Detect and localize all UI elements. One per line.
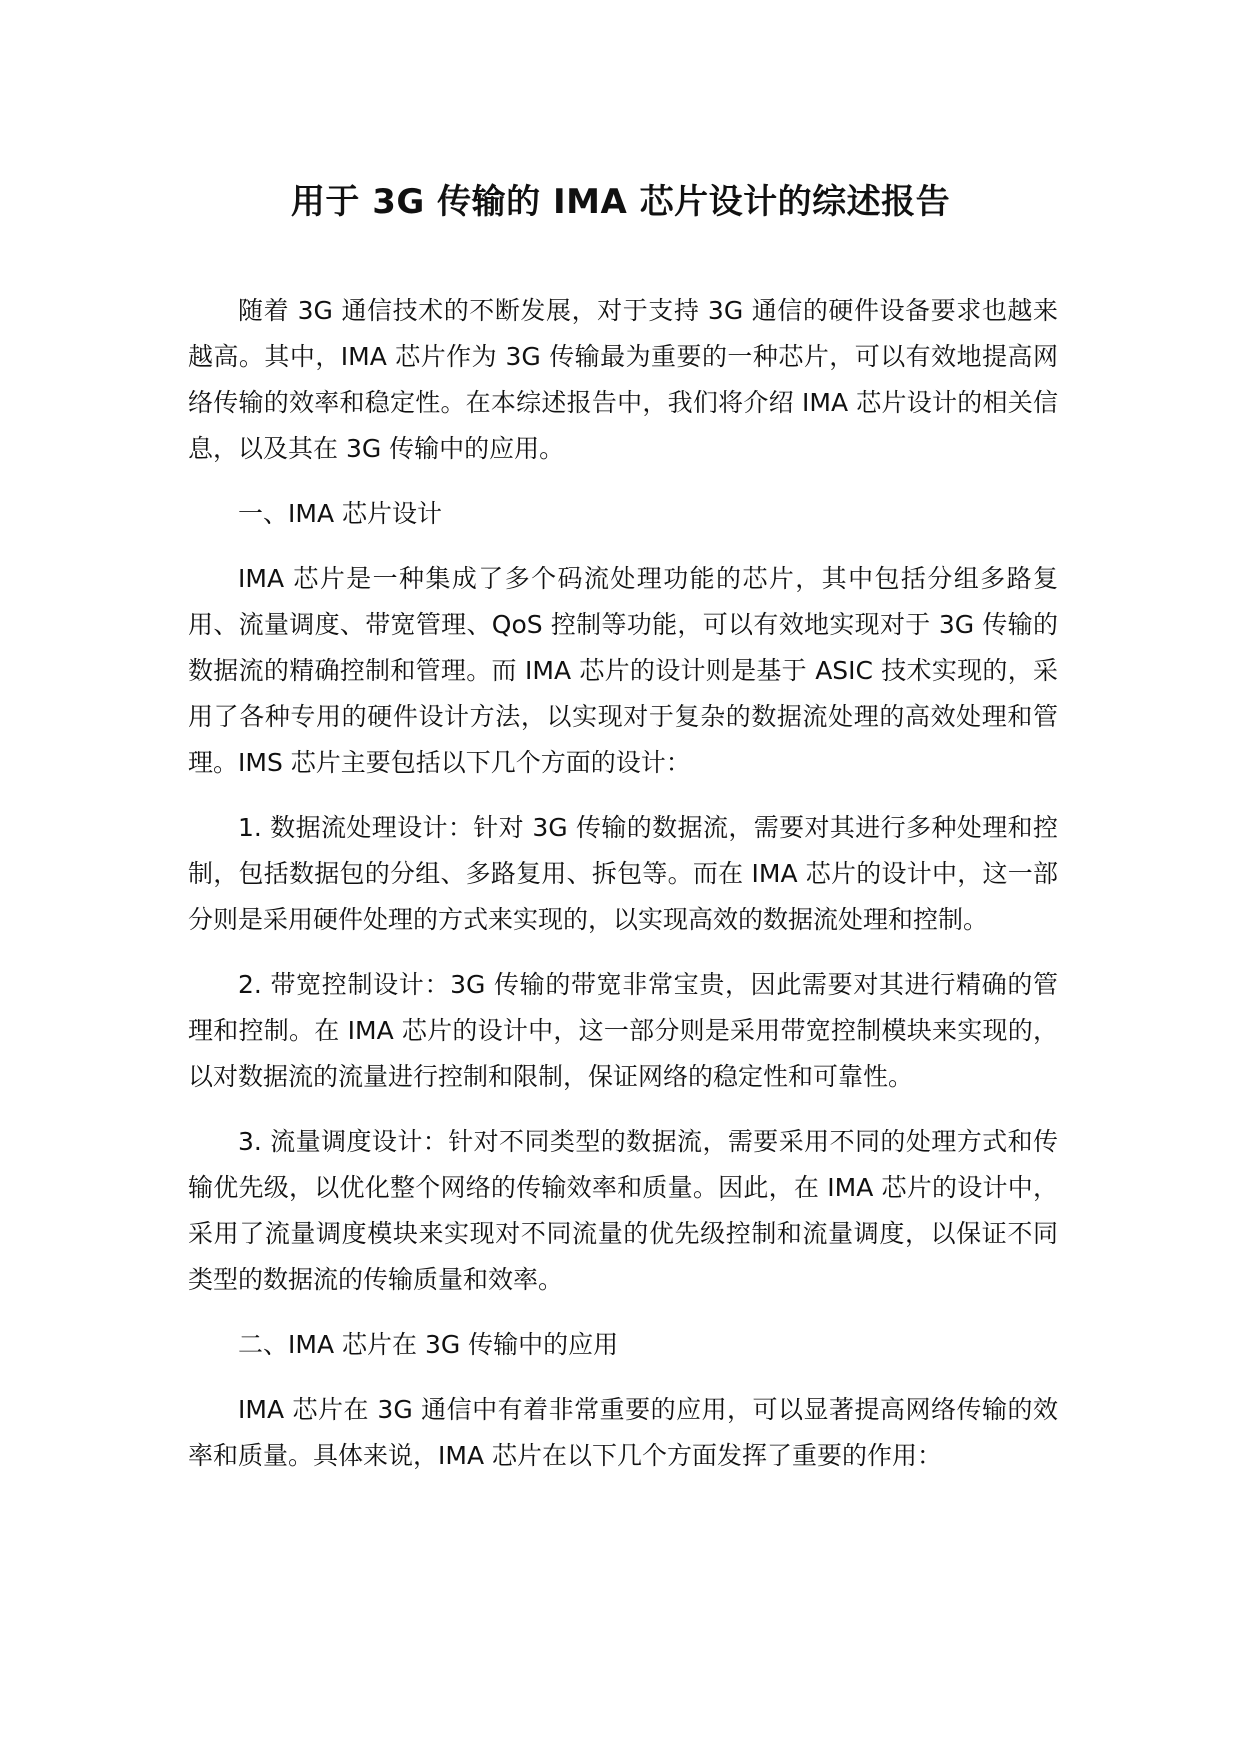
section-2-heading: 二、IMA 芯片在 3G 传输中的应用 (238, 1330, 619, 1359)
list-item-2: 2. 带宽控制设计：3G 传输的带宽非常宝贵，因此需要对其进行精确的管理和控制。在 IMA 芯片的设计中，这一部分则是采用带宽控制模块来实现的，以对数据流的流量进行控制和限制，保证网络的稳定性和可靠性。 (188, 970, 1058, 1091)
section-1-paragraph: IMA 芯片是一种集成了多个码流处理功能的芯片，其中包括分组多路复用、流量调度、带宽管理、QoS 控制等功能，可以有效地实现对于 3G 传输的数据流的精确控制和管理。而 IMA 芯片的设计则是基于 ASIC 技术实现的，采用了各种专用的硬件设计方法，以实现对于复杂的数据流处理的高效处理和管理。IMS 芯片主要包括以下几个方面的设计： (188, 564, 1058, 777)
document-title: 用于 3G 传输的 IMA 芯片设计的综述报告 (290, 182, 951, 222)
list-item-1: 1. 数据流处理设计：针对 3G 传输的数据流，需要对其进行多种处理和控制，包括数据包的分组、多路复用、拆包等。而在 IMA 芯片的设计中，这一部分则是采用硬件处理的方式来实现的，以实现高效的数据流处理和控制。 (188, 813, 1058, 934)
list-item-3: 3. 流量调度设计：针对不同类型的数据流，需要采用不同的处理方式和传输优先级，以优化整个网络的传输效率和质量。因此，在 IMA 芯片的设计中，采用了流量调度模块来实现对不同流量的优先级控制和流量调度，以保证不同类型的数据流的传输质量和效率。 (188, 1127, 1058, 1294)
document-body (188, 288, 1058, 1498)
intro-paragraph: 随着 3G 通信技术的不断发展，对于支持 3G 通信的硬件设备要求也越来越高。其中，IMA 芯片作为 3G 传输最为重要的一种芯片，可以有效地提高网络传输的效率和稳定性。在本综述报告中，我们将介绍 IMA 芯片设计的相关信息，以及其在 3G 传输中的应用。 (188, 296, 1058, 463)
section-1-heading: 一、IMA 芯片设计 (238, 499, 442, 528)
section-2-paragraph: IMA 芯片在 3G 通信中有着非常重要的应用，可以显著提高网络传输的效率和质量。具体来说，IMA 芯片在以下几个方面发挥了重要的作用： (188, 1395, 1058, 1470)
